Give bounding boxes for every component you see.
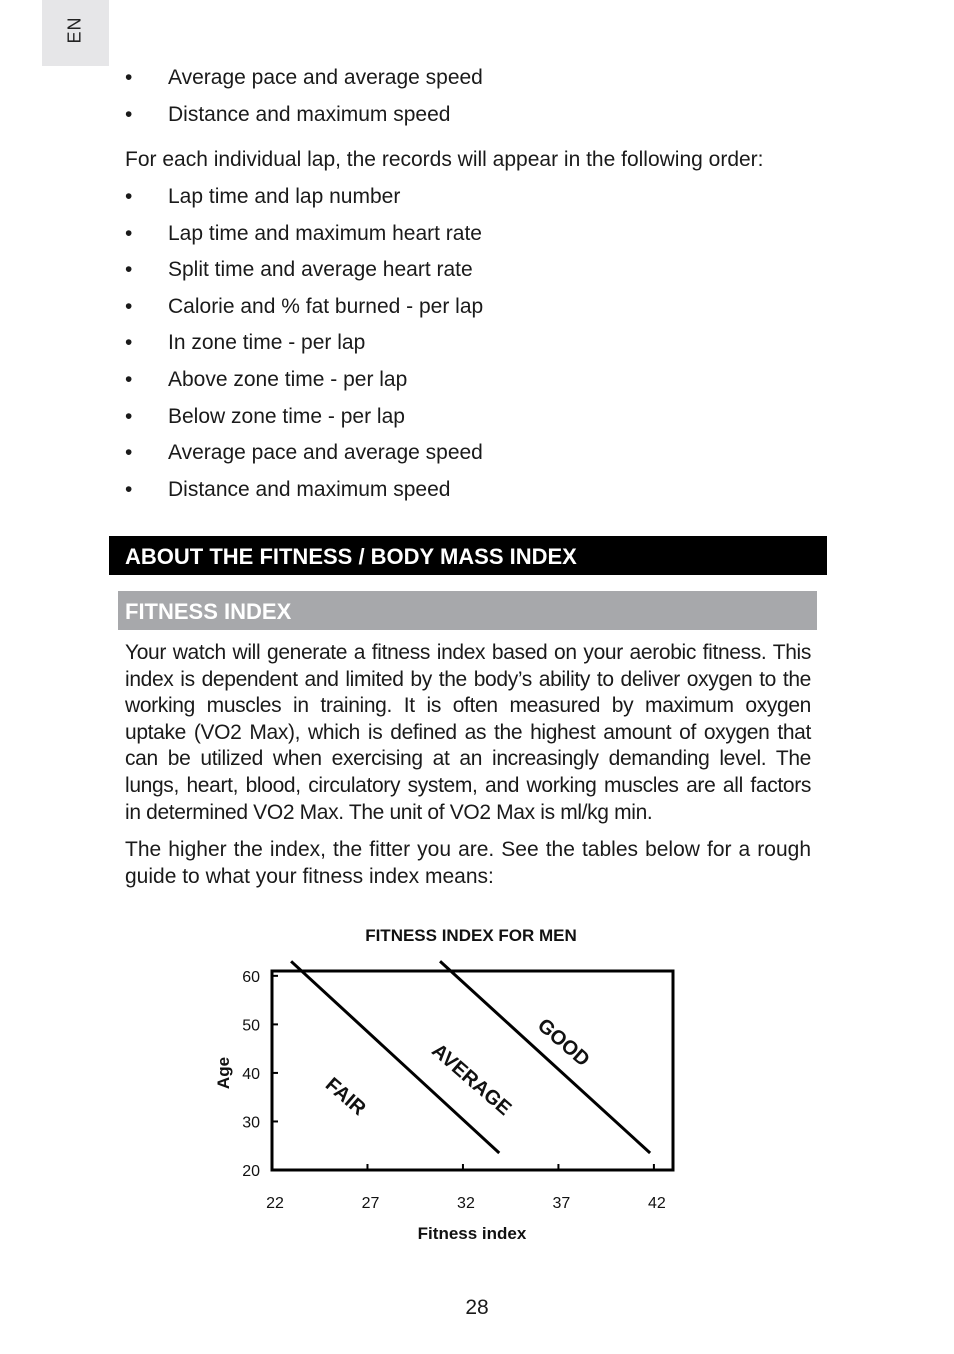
bullet-icon: •	[125, 258, 133, 282]
bullet-icon: •	[125, 477, 133, 501]
x-tick-label: 37	[552, 1195, 571, 1212]
bullet-icon: •	[125, 367, 133, 391]
bullet-icon: •	[125, 294, 133, 318]
y-tick-label: 60	[242, 968, 260, 986]
subsection-heading: FITNESS INDEX	[118, 591, 817, 630]
y-tick-label: 20	[242, 1163, 260, 1180]
page-number: 28	[465, 1296, 489, 1319]
region-label-good: GOOD	[533, 1014, 594, 1072]
y-tick-label: 40	[242, 1065, 260, 1083]
bullet-icon: •	[125, 404, 133, 428]
y-tick-label: 30	[242, 1114, 260, 1132]
y-tick-label: 50	[242, 1017, 260, 1035]
region-label-fair: FAIR	[320, 1073, 370, 1121]
category-boundary-line	[440, 961, 650, 1153]
fitness-index-guide-text: The higher the index, the fitter you are. See the tables below for a rough guide to what your fitness index means:	[125, 838, 811, 888]
lap-intro-text: For each individual lap, the records will appear in the following order:	[125, 148, 764, 171]
fitness-index-description: Your watch will generate a fitness index based on your aerobic fitness. This index is dependent and limited by the body’s ability to deliver oxygen to the working muscles in training. It is often measured by maximum oxygen uptake (VO2 Max), which is defined as the highest amount of oxygen that can be utilized when exercising at an increasingly demanding level. The lungs, heart, blood, circulatory system, and working muscles are all factors in determined VO2 Max. The unit of VO2 Max is ml/kg min.	[125, 641, 811, 824]
bullet-icon: •	[125, 441, 133, 465]
bullet-icon: •	[125, 331, 133, 355]
x-tick-label: 42	[648, 1195, 666, 1212]
category-boundary-line	[291, 961, 499, 1153]
x-tick-label: 27	[361, 1195, 380, 1212]
x-tick-label: 22	[266, 1195, 284, 1212]
bullet-icon: •	[125, 66, 133, 89]
bullet-icon: •	[125, 185, 133, 208]
x-axis-label: Fitness index	[417, 1224, 527, 1243]
bullet-icon: •	[125, 221, 133, 245]
language-tab-label: EN	[64, 16, 85, 44]
chart-title: FITNESS INDEX FOR MEN	[365, 926, 577, 945]
y-axis-label: Age	[214, 1056, 233, 1090]
region-label-average: AVERAGE	[427, 1039, 516, 1121]
bullet-icon: •	[125, 102, 133, 126]
section-heading: ABOUT THE FITNESS / BODY MASS INDEX	[109, 536, 827, 575]
x-tick-label: 32	[457, 1195, 475, 1212]
